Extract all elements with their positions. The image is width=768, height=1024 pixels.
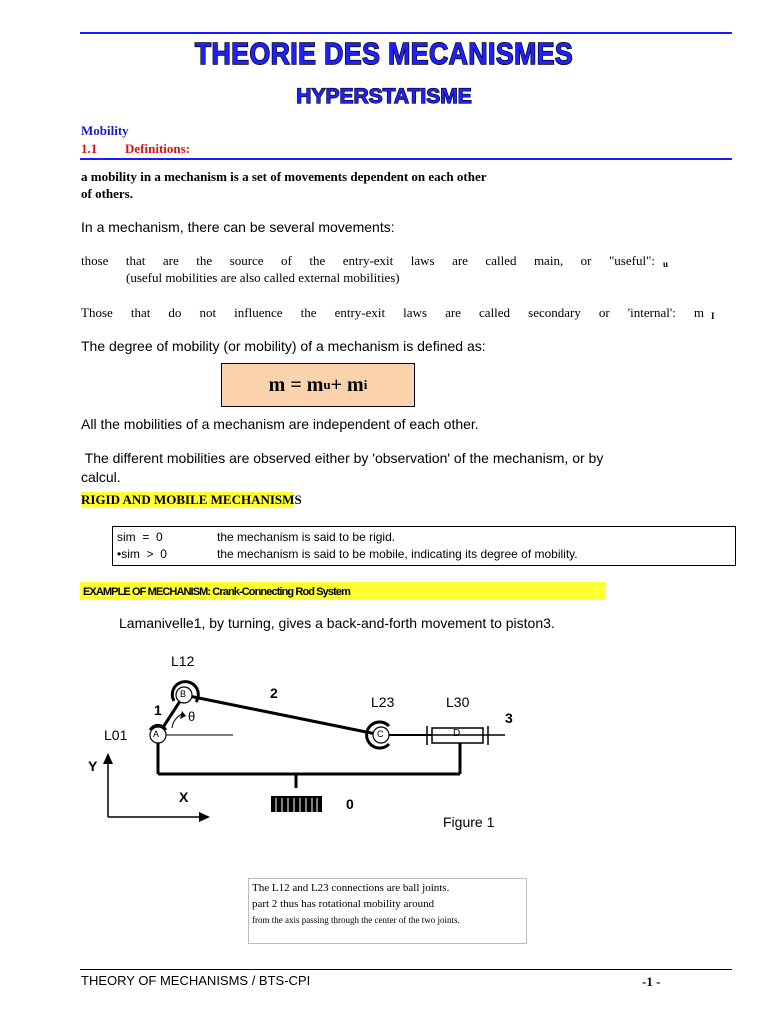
piston-letter: D [453, 728, 461, 739]
top-rule [80, 32, 732, 34]
joint-a-letter: A [153, 729, 160, 739]
label-l12: L12 [171, 653, 195, 669]
definition-line-1: a mobility in a mechanism is a set of movements dependent on each other [81, 169, 487, 184]
footer-rule [80, 969, 732, 970]
label-2: 2 [270, 685, 278, 701]
joint-c-letter: C [377, 729, 384, 739]
intro-text: In a mechanism, there can be several movements: [81, 219, 395, 235]
note-line-3: from the axis passing through the center of the two joints. [252, 915, 460, 925]
observed-line-2: calcul. [81, 469, 121, 485]
internal-line: Those that do not influence the entry-exit laws are called secondary or 'internal': m [81, 305, 704, 320]
label-theta: θ [188, 709, 196, 724]
useful-line-2: (useful mobilities are also called external mobilities) [126, 270, 400, 285]
axis-y-label: Y [88, 758, 98, 774]
table-row: •sim > 0 [117, 547, 167, 561]
label-l30: L30 [446, 694, 470, 710]
useful-subscript: u [663, 259, 669, 269]
label-0: 0 [346, 796, 354, 812]
section-number: 1.1 [81, 141, 98, 156]
connecting-rod-2 [184, 695, 381, 735]
page-title: THEORIE DES MECANISMES [194, 36, 574, 71]
observed-line-1: The different mobilities are observed either by 'observation' of the mechanism, or by [81, 450, 604, 466]
section-heading: Mobility [81, 123, 129, 138]
useful-line-1: those that are the source of the entry-exit laws are called main, or "useful": [81, 253, 655, 268]
note-line-1: The L12 and L23 connections are ball joints. [252, 882, 450, 894]
example-text: Lamanivelle1, by turning, gives a back-and-forth movement to piston3. [119, 615, 555, 631]
label-1: 1 [154, 702, 162, 718]
label-l01: L01 [104, 727, 128, 743]
section-label: Definitions: [125, 141, 190, 156]
example-heading: EXAMPLE OF MECHANISM: Crank-Connecting Rod System [80, 582, 606, 600]
degree-text: The degree of mobility (or mobility) of a mechanism is defined as: [81, 338, 486, 354]
footer-page-number: -1 - [642, 974, 661, 989]
section-rule [80, 158, 732, 160]
label-l23: L23 [371, 694, 395, 710]
theta-arc [172, 714, 182, 728]
table-row: sim = 0 [117, 530, 163, 544]
ground-block [271, 797, 322, 812]
independent-text: All the mobilities of a mechanism are independent of each other. [81, 416, 479, 432]
internal-subscript: I [711, 311, 715, 321]
label-3: 3 [505, 710, 513, 726]
note-line-2: part 2 thus has rotational mobility around [252, 898, 435, 910]
mobility-formula: m = m u + m i [221, 363, 415, 407]
joint-b-letter: B [180, 689, 187, 699]
axis-x-label: X [179, 789, 189, 805]
rigid-mobile-heading: RIGID AND MOBILE MECHANISMS [81, 492, 302, 507]
footer-left: THEORY OF MECHANISMS / BTS-CPI [81, 973, 311, 988]
definition-line-2: of others. [81, 186, 133, 201]
table-row-desc: the mechanism is said to be mobile, indicating its degree of mobility. [217, 547, 578, 561]
page-subtitle: HYPERSTATISME [296, 85, 472, 108]
mobility-table [112, 526, 736, 566]
table-row-desc: the mechanism is said to be rigid. [217, 530, 396, 544]
figure-caption: Figure 1 [443, 814, 495, 830]
ball-joint-note [248, 878, 527, 944]
